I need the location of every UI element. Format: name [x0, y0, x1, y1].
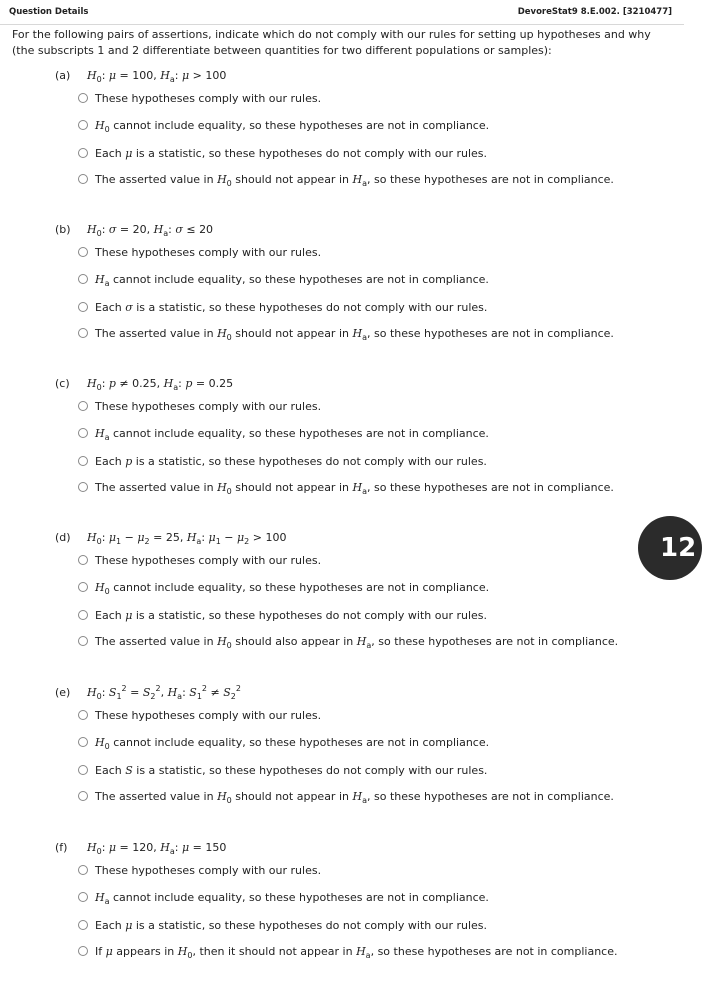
- option-text: These hypotheses comply with our rules.: [95, 245, 322, 259]
- radio-button[interactable]: [78, 174, 88, 184]
- option-text: The asserted value in $H_0$ should also appear in $H_a$, so these hypotheses are not in compliance.: [95, 634, 619, 650]
- ha-value: 100: [265, 531, 287, 544]
- option-d-asserted-value[interactable]: [78, 634, 618, 648]
- option-f-comply[interactable]: [78, 863, 321, 877]
- option-e-statistic[interactable]: [78, 763, 487, 777]
- option-text: The asserted value in $H_0$ should not appear in $H_a$, so these hypotheses are not in compliance.: [95, 480, 614, 496]
- option-e-comply[interactable]: [78, 708, 321, 722]
- radio-button[interactable]: [78, 401, 88, 411]
- radio-button[interactable]: [78, 328, 88, 338]
- part-d-hypotheses: (d) $H_0$: $\mu_1 - \mu_2 = 25$, $H_a$: $\mu_1 - \mu_2 > 100$: [55, 531, 287, 546]
- h0-value: 100: [132, 69, 154, 82]
- question-id: DevoreStat9 8.E.002. [3210477]: [517, 7, 672, 17]
- question-prompt: For the following pairs of assertions, indicate which do not comply with our rules for setting up hypotheses and why (the subscripts 1 and 2 differentiate between quantities for two different populations or samples):: [12, 28, 651, 57]
- option-text: Each μ is a statistic, so these hypotheses do not comply with our rules.: [95, 918, 488, 932]
- option-f-appears-in[interactable]: [78, 944, 618, 958]
- option-d-comply[interactable]: [78, 553, 321, 567]
- ha-value: 150: [205, 841, 227, 854]
- part-a-hypotheses: (a) $H_0$: μ = 100, $H_a$: μ > 100: [55, 69, 227, 84]
- option-b-equality[interactable]: [78, 272, 489, 286]
- option-f-statistic[interactable]: [78, 918, 487, 932]
- option-text: Each σ is a statistic, so these hypotheses do not comply with our rules.: [95, 300, 488, 314]
- option-d-equality[interactable]: [78, 580, 489, 594]
- option-text: If μ appears in $H_0$, then it should not appear in $H_a$, so these hypotheses are not in compliance.: [95, 944, 618, 960]
- radio-button[interactable]: [78, 555, 88, 565]
- option-text: $H_a$ cannot include equality, so these hypotheses are not in compliance.: [95, 272, 489, 288]
- option-text: These hypotheses comply with our rules.: [95, 863, 322, 877]
- radio-button[interactable]: [78, 791, 88, 801]
- part-f-hypotheses: (f) $H_0$: μ = 120, $H_a$: μ = 150: [55, 841, 227, 856]
- h0-value: 120: [132, 841, 154, 854]
- option-b-comply[interactable]: [78, 245, 321, 259]
- option-text: $H_0$ cannot include equality, so these hypotheses are not in compliance.: [95, 118, 490, 134]
- radio-button[interactable]: [78, 302, 88, 312]
- ha-value: 100: [205, 69, 227, 82]
- option-e-asserted-value[interactable]: [78, 789, 614, 803]
- option-text: Each S is a statistic, so these hypotheses do not comply with our rules.: [95, 763, 488, 777]
- radio-button[interactable]: [78, 93, 88, 103]
- radio-button[interactable]: [78, 582, 88, 592]
- part-e-hypotheses: (e) $H_0$: $S_1^2 = S_2^2$, $H_a$: $S_1^2 \ne S_2^2$: [55, 684, 241, 701]
- h0-value: 25: [165, 531, 180, 544]
- radio-button[interactable]: [78, 892, 88, 902]
- question-details-title: Question Details: [9, 7, 89, 17]
- option-e-equality[interactable]: [78, 735, 489, 749]
- option-a-comply[interactable]: [78, 91, 321, 105]
- ha-value: 0.25: [208, 377, 234, 390]
- part-c-hypotheses: (c) $H_0$: p ≠ 0.25, $H_a$: p = 0.25: [55, 377, 234, 392]
- option-a-asserted-value[interactable]: [78, 172, 614, 186]
- option-c-comply[interactable]: [78, 399, 321, 413]
- option-a-equality[interactable]: [78, 118, 489, 132]
- option-text: These hypotheses comply with our rules.: [95, 399, 322, 413]
- option-text: These hypotheses comply with our rules.: [95, 708, 322, 722]
- option-text: $H_a$ cannot include equality, so these hypotheses are not in compliance.: [95, 426, 489, 442]
- option-b-asserted-value[interactable]: [78, 326, 614, 340]
- h0-value: 20: [132, 223, 147, 236]
- radio-button[interactable]: [78, 946, 88, 956]
- option-b-statistic[interactable]: [78, 300, 487, 314]
- option-text: Each μ is a statistic, so these hypotheses do not comply with our rules.: [95, 608, 488, 622]
- radio-button[interactable]: [78, 636, 88, 646]
- part-label: (a): [55, 69, 71, 82]
- page-number-badge[interactable]: 12: [638, 516, 702, 580]
- radio-button[interactable]: [78, 148, 88, 158]
- radio-button[interactable]: [78, 482, 88, 492]
- radio-button[interactable]: [78, 456, 88, 466]
- option-text: The asserted value in $H_0$ should not appear in $H_a$, so these hypotheses are not in compliance.: [95, 326, 614, 342]
- option-text: The asserted value in $H_0$ should not appear in $H_a$, so these hypotheses are not in compliance.: [95, 172, 614, 188]
- part-label: (b): [55, 223, 71, 236]
- ha-value: 20: [199, 223, 214, 236]
- radio-button[interactable]: [78, 247, 88, 257]
- option-c-statistic[interactable]: [78, 454, 487, 468]
- option-a-statistic[interactable]: [78, 146, 487, 160]
- option-text: Each p is a statistic, so these hypotheses do not comply with our rules.: [95, 454, 487, 468]
- radio-button[interactable]: [78, 920, 88, 930]
- part-label: (d): [55, 531, 71, 544]
- radio-button[interactable]: [78, 610, 88, 620]
- h0-value: 0.25: [132, 377, 157, 390]
- option-text: $H_0$ cannot include equality, so these hypotheses are not in compliance.: [95, 735, 490, 751]
- radio-button[interactable]: [78, 765, 88, 775]
- option-text: The asserted value in $H_0$ should not appear in $H_a$, so these hypotheses are not in compliance.: [95, 789, 614, 805]
- option-text: $H_a$ cannot include equality, so these hypotheses are not in compliance.: [95, 890, 489, 906]
- option-text: These hypotheses comply with our rules.: [95, 553, 322, 567]
- radio-button[interactable]: [78, 737, 88, 747]
- option-c-asserted-value[interactable]: [78, 480, 614, 494]
- radio-button[interactable]: [78, 428, 88, 438]
- option-text: Each μ is a statistic, so these hypotheses do not comply with our rules.: [95, 146, 488, 160]
- radio-button[interactable]: [78, 710, 88, 720]
- option-d-statistic[interactable]: [78, 608, 487, 622]
- option-f-equality[interactable]: [78, 890, 489, 904]
- part-label: (c): [55, 377, 70, 390]
- option-text: $H_0$ cannot include equality, so these hypotheses are not in compliance.: [95, 580, 490, 596]
- part-label: (f): [55, 841, 68, 854]
- option-c-equality[interactable]: [78, 426, 489, 440]
- radio-button[interactable]: [78, 120, 88, 130]
- option-text: These hypotheses comply with our rules.: [95, 91, 322, 105]
- part-b-hypotheses: (b) $H_0$: σ = 20, $H_a$: σ ≤ 20: [55, 223, 214, 238]
- radio-button[interactable]: [78, 274, 88, 284]
- radio-button[interactable]: [78, 865, 88, 875]
- question-header: [0, 0, 684, 25]
- part-label: (e): [55, 686, 71, 699]
